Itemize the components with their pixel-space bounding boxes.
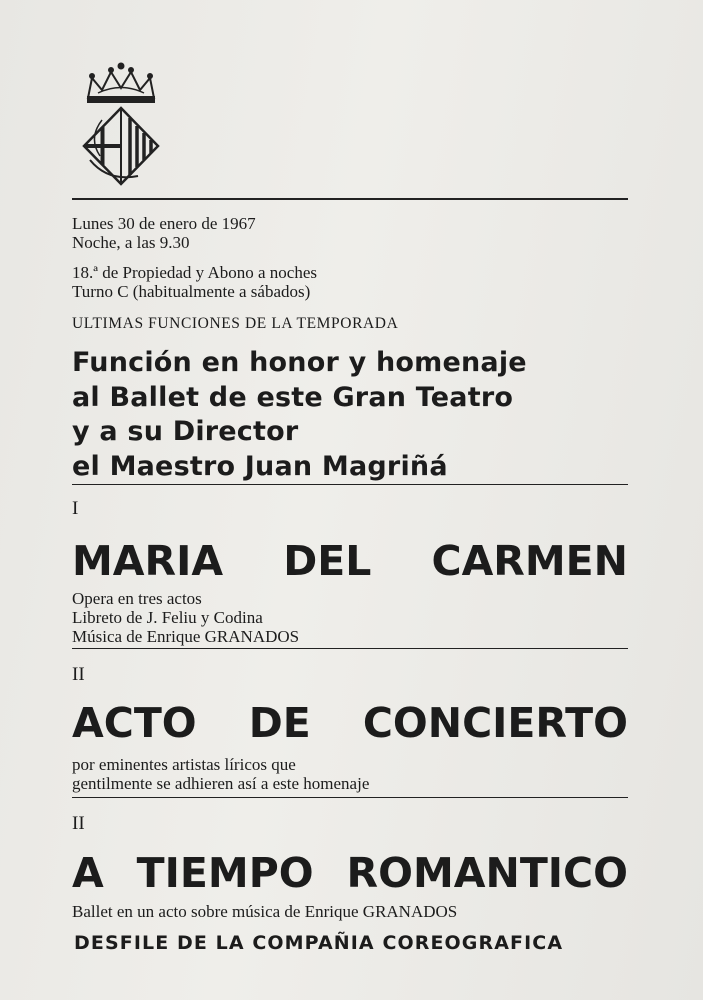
part-2-title-word-2: DE xyxy=(248,699,311,747)
performance-time: Noche, a las 9.30 xyxy=(72,233,190,252)
divider-2 xyxy=(72,648,628,649)
part-3-title xyxy=(72,850,628,896)
part-3-title-word-2: TIEMPO xyxy=(136,849,314,897)
part-1-title-word-1: MARIA xyxy=(72,537,224,585)
part-1-title xyxy=(72,538,628,584)
part-1-line-1: Opera en tres actos xyxy=(72,589,202,608)
honor-line-3: y a su Director xyxy=(72,416,299,447)
part-3-title-word-3: ROMANTICO xyxy=(346,849,628,897)
part-3-title-word-1: A xyxy=(72,849,104,897)
part-1-numeral: I xyxy=(72,498,79,519)
part-1-line-2: Libreto de J. Feliu y Codina xyxy=(72,608,263,627)
honor-line-4: el Maestro Juan Magriñá xyxy=(72,450,448,482)
part-1-title-word-2: DEL xyxy=(283,537,372,585)
turn-line: Turno C (habitualmente a sábados) xyxy=(72,282,311,301)
part-2-line-1: por eminentes artistas líricos que xyxy=(72,755,296,774)
part-2-title-word-3: CONCIERTO xyxy=(362,699,628,747)
part-3-numeral: II xyxy=(72,813,85,834)
barcelona-crest-icon xyxy=(78,60,164,188)
honor-line-2: al Ballet de este Gran Teatro xyxy=(72,381,514,413)
header-divider xyxy=(72,198,628,200)
part-2-numeral: II xyxy=(72,664,85,685)
part-3-line-1: Ballet en un acto sobre música de Enrique GRANADOS xyxy=(72,902,458,921)
season-note: ULTIMAS FUNCIONES DE LA TEMPORADA xyxy=(72,315,399,332)
subscription-line: 18.ª de Propiedad y Abono a noches xyxy=(72,263,318,282)
divider-3 xyxy=(72,797,628,798)
part-2-title-word-1: ACTO xyxy=(72,699,197,747)
part-2-line-2: gentilmente se adhieren así a este homenaje xyxy=(72,774,370,793)
part-2-title xyxy=(72,700,628,746)
part-1-title-word-3: CARMEN xyxy=(431,537,628,585)
honor-line-1: Función en honor y homenaje xyxy=(72,347,527,378)
finale-line: DESFILE DE LA COMPAÑIA COREOGRAFICA xyxy=(74,932,564,954)
part-1-line-3: Música de Enrique GRANADOS xyxy=(72,627,300,646)
divider-1 xyxy=(72,484,628,485)
honor-heading xyxy=(72,346,527,484)
performance-date: Lunes 30 de enero de 1967 xyxy=(72,214,256,233)
